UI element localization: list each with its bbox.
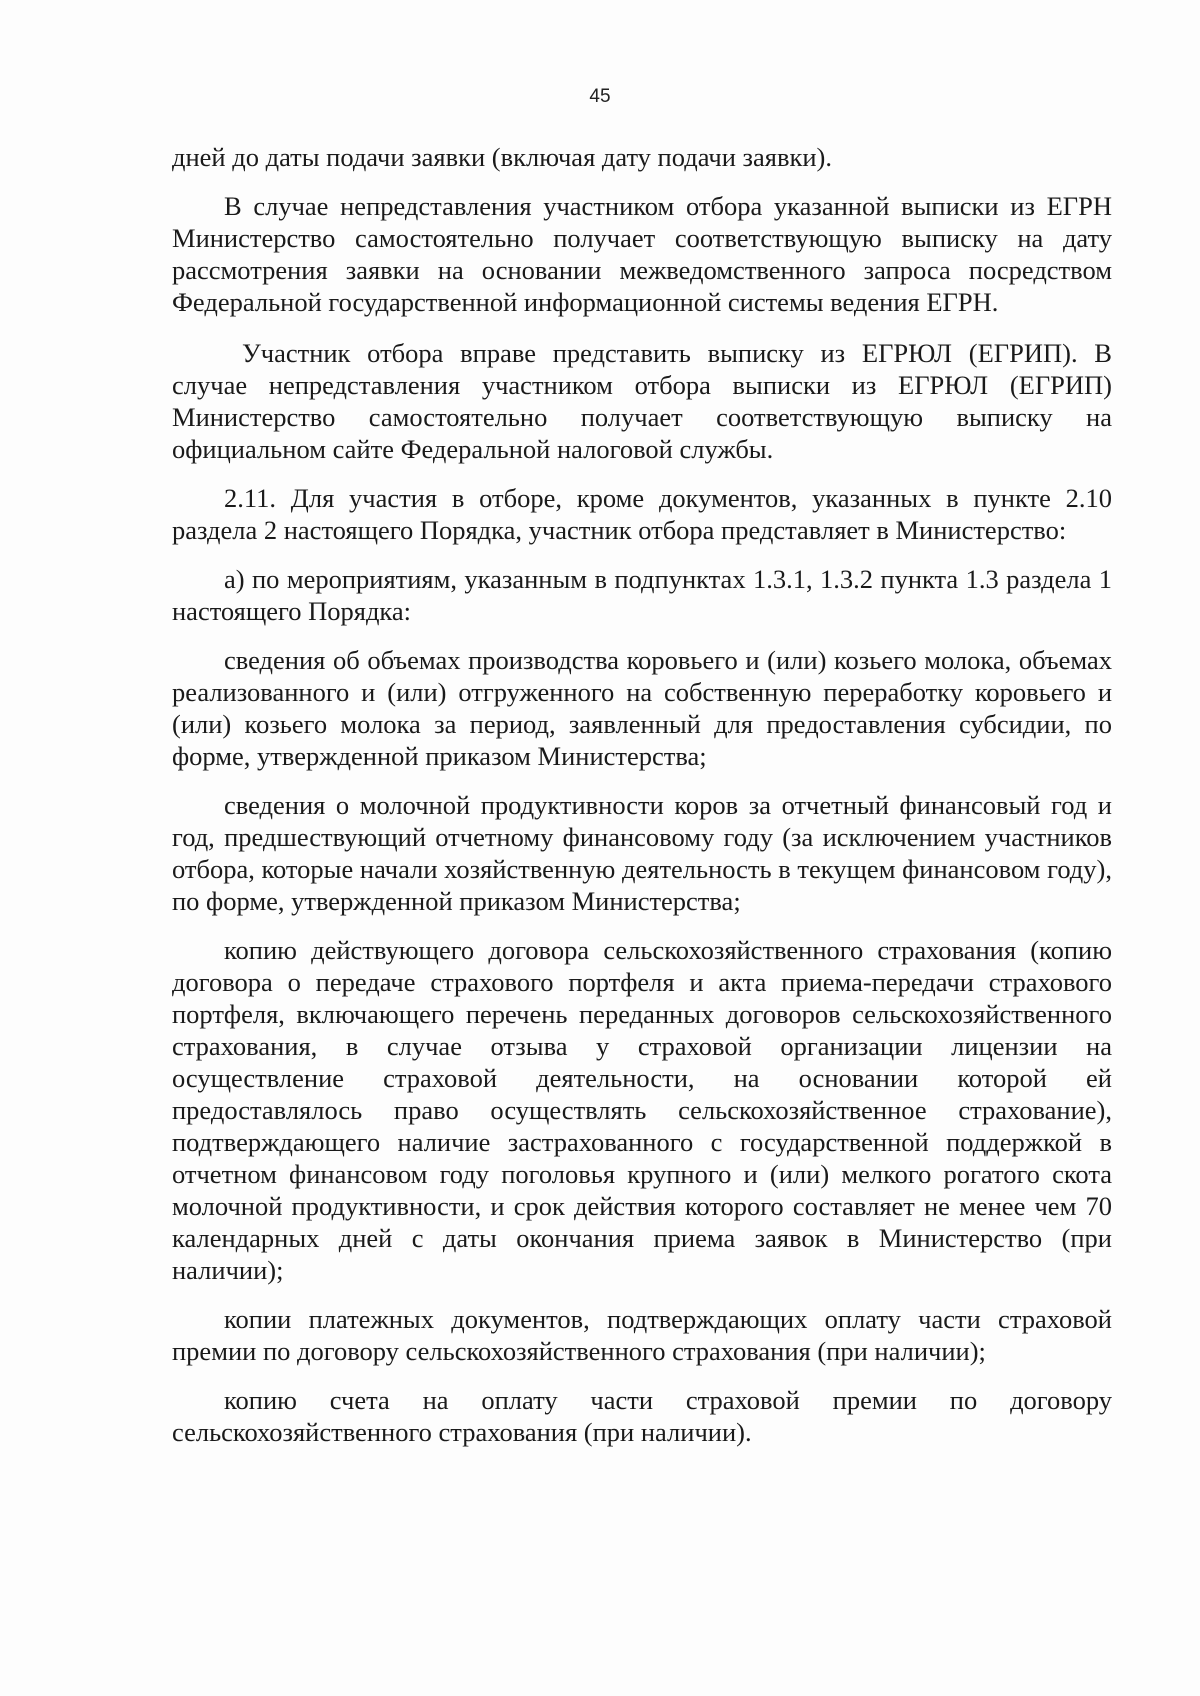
paragraph-egrn-request: В случае непредставления участником отбора указанной выписки из ЕГРН Министерство самостоятельно получает соответствующую выписку на дату рассмотрения заявки на основании межведомственного запроса посредством Федеральной государственной информационной системы ведения ЕГРН. (172, 191, 1112, 317)
paragraph-milk-volume: сведения об объемах производства коровьего и (или) козьего молока, объемах реализованного и (или) отгруженного на собственную переработку коровьего и (или) козьего молока за период, заявленный для предоставления субсидии, по форме, утвержденной приказом Министерства; (172, 645, 1112, 771)
paragraph-payment-documents: копии платежных документов, подтверждающих оплату части страховой премии по договору сельскохозяйственного страхования (при наличии); (172, 1304, 1112, 1366)
paragraph-subitem-a: а) по мероприятиям, указанным в подпунктах 1.3.1, 1.3.2 пункта 1.3 раздела 1 настоящего Порядка: (172, 564, 1112, 626)
document-body (172, 141, 1112, 1448)
page-number: 45 (589, 86, 611, 107)
paragraph-invoice: копию счета на оплату части страховой премии по договору сельскохозяйственного страхования (при наличии). (172, 1385, 1112, 1447)
paragraph-2-11: 2.11. Для участия в отборе, кроме документов, указанных в пункте 2.10 раздела 2 настоящего Порядка, участник отбора представляет в Министерство: (172, 483, 1112, 545)
paragraph-egrul-extract: Участник отбора вправе представить выписку из ЕГРЮЛ (ЕГРИП). В случае непредставления участником отбора выписки из ЕГРЮЛ (ЕГРИП) Министерство самостоятельно получает соответствующую выписку на официальном сайте Федеральной налоговой службы. (172, 338, 1112, 464)
paragraph-insurance-contract: копию действующего договора сельскохозяйственного страхования (копию договора о передаче страхового портфеля и акта приема-передачи страхового портфеля, включающего перечень переданных договоров сельскохозяйственного страхования, в случае отзыва у страховой организации лицензии на осуществление страховой деятельности, на основании которой ей предоставлялось право осуществлять сельскохозяйственное страхование), подтверждающего наличие застрахованного с государственной поддержкой в отчетном финансовом году поголовья крупного и (или) мелкого рогатого скота молочной продуктивности, и срок действия которого составляет не менее чем 70 календарных дней с даты окончания приема заявок в Министерство (при наличии); (172, 935, 1112, 1285)
paragraph-milk-productivity: сведения о молочной продуктивности коров за отчетный финансовый год и год, предшествующий отчетному финансовому году (за исключением участников отбора, которые начали хозяйственную деятельность в текущем финансовом году), по форме, утвержденной приказом Министерства; (172, 790, 1112, 916)
paragraph-continuation: дней до даты подачи заявки (включая дату подачи заявки). (172, 142, 832, 172)
